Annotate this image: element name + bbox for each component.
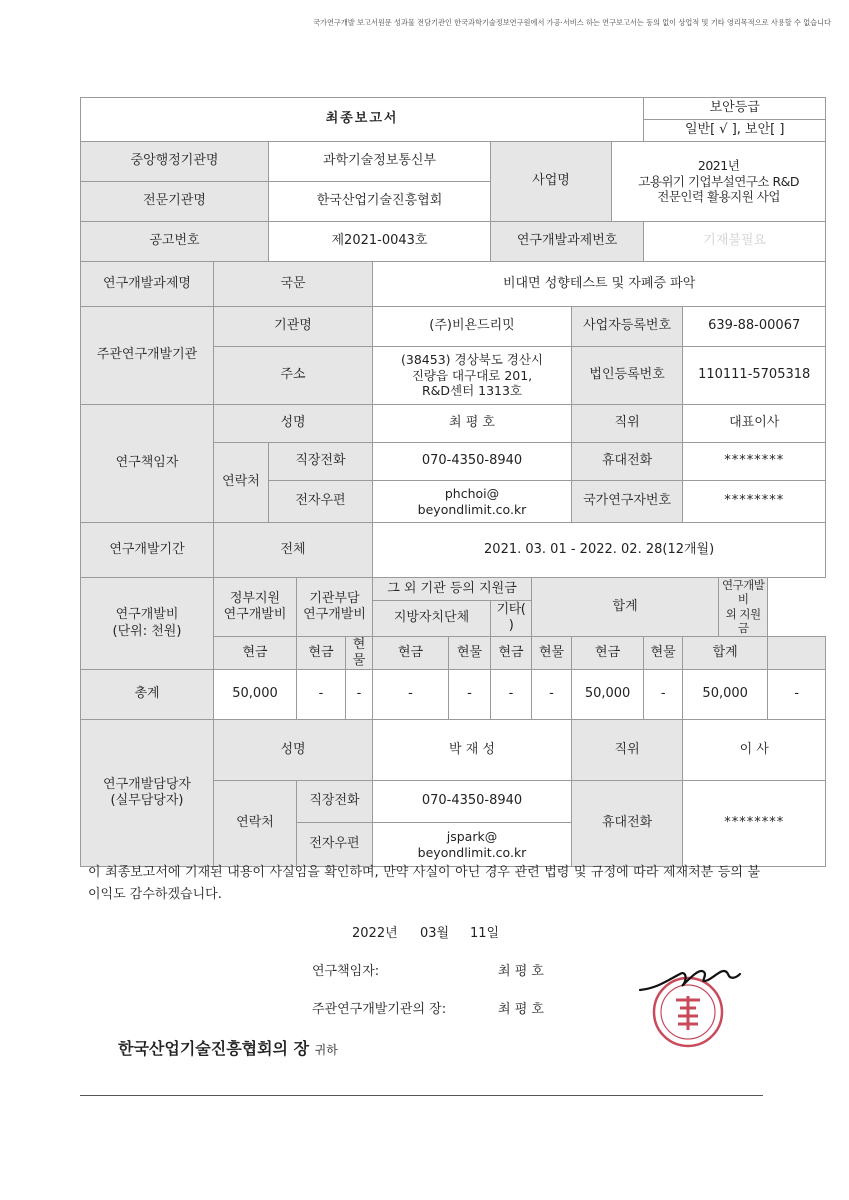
corp-no-value: 110111-5705318 xyxy=(683,347,826,405)
manager-position-value: 이 사 xyxy=(683,720,826,781)
pi-mobile-value: ******** xyxy=(683,443,826,481)
project-line: 전문인력 활용지원 사업 xyxy=(657,189,780,205)
extra-line: 연구개발비 xyxy=(721,578,765,607)
gov-line: 연구개발비 xyxy=(223,606,287,622)
total-extra: - xyxy=(768,670,826,720)
inst-line: 연구개발비 xyxy=(303,606,366,622)
corp-no-label: 법인등록번호 xyxy=(572,347,683,405)
inst-inkind-label: 현물 xyxy=(346,636,373,670)
addr-line: R&D센터 1313호 xyxy=(421,383,523,399)
project-label: 사업명 xyxy=(491,142,612,222)
security-value: 일반[ √ ], 보안[ ] xyxy=(644,120,826,142)
budget-total-label: 총계 xyxy=(81,670,214,720)
pi-mobile-label: 휴대전화 xyxy=(572,443,683,481)
total-etc-cash: - xyxy=(491,670,532,720)
addressee-name: 한국산업기술진흥협회의 장 xyxy=(118,1039,310,1058)
central-agency-value: 과학기술정보통신부 xyxy=(269,142,491,182)
date-year: 2022년 xyxy=(352,926,398,941)
addr-line: (38453) 경상북도 경산시 xyxy=(401,352,543,368)
pi-office-label: 직장전화 xyxy=(269,443,373,481)
project-line: 2021년 xyxy=(697,158,740,174)
inst-burden-label xyxy=(297,578,373,637)
manager-email-label: 전자우편 xyxy=(297,823,373,867)
total-local-cash: - xyxy=(373,670,449,720)
period-value: 2021. 03. 01 - 2022. 02. 28(12개월) xyxy=(373,523,826,578)
total-sum-cash: 50,000 xyxy=(572,670,644,720)
inst-line: 기관부담 xyxy=(309,590,360,606)
inst-cash-label: 현금 xyxy=(297,636,346,670)
date-day: 11일 xyxy=(470,926,500,941)
sum-cash-label: 현금 xyxy=(572,636,644,670)
date-month: 03월 xyxy=(420,926,450,941)
page-title: 최종보고서 xyxy=(81,98,644,142)
manager-name-value: 박 재 성 xyxy=(373,720,572,781)
org-name-label: 기관명 xyxy=(214,307,373,347)
manager-name-label: 성명 xyxy=(214,720,373,781)
manager-email-value xyxy=(373,823,572,867)
gov-line: 정부지원 xyxy=(229,590,281,606)
etc-inkind-label: 현물 xyxy=(532,636,572,670)
pi-sign-label: 연구책임자: xyxy=(312,964,380,979)
total-gov-cash: 50,000 xyxy=(214,670,297,720)
extra-empty-cell xyxy=(768,636,826,670)
other-support-label: 그 외 기관 등의 지원금 xyxy=(373,578,532,601)
biz-no-label: 사업자등록번호 xyxy=(572,307,683,347)
addr-line: 진량읍 대구대로 201, xyxy=(411,367,533,383)
etc-cash-label: 현금 xyxy=(491,636,532,670)
addressee-suffix: 귀하 xyxy=(314,1043,338,1057)
total-sum-subtotal: 50,000 xyxy=(683,670,768,720)
project-line: 고용위기 기업부설연구소 R&D xyxy=(638,173,800,189)
pi-name-label: 성명 xyxy=(214,405,373,443)
gov-support-label xyxy=(214,578,297,637)
total-inst-inkind: - xyxy=(346,670,373,720)
budget-label xyxy=(81,578,214,670)
manager-contact-label: 연락처 xyxy=(214,781,297,867)
declaration-text: 이 최종보고서에 기재된 내용이 사실임을 확인하며, 만약 사실이 아닌 경우 관련 법령 및 규정에 따라 제재처분 등의 불이익도 감수하겠습니다. xyxy=(88,865,760,902)
total-etc-inkind: - xyxy=(532,670,572,720)
seal-stamp xyxy=(654,978,722,1046)
security-label: 보안등급 xyxy=(644,98,826,120)
pi-sign-name: 최 평 호 xyxy=(498,964,544,979)
task-no-value: 기재불필요 xyxy=(644,222,826,262)
researcher-no-value: ******** xyxy=(683,481,826,523)
budget-label-line: (단위: 천원) xyxy=(112,623,182,639)
sum-subtotal-label: 합계 xyxy=(683,636,768,670)
total-sum-inkind: - xyxy=(644,670,683,720)
email-line: beyondlimit.co.kr xyxy=(417,501,527,517)
email-line: phchoi@ xyxy=(444,485,500,501)
biz-no-value: 639-88-00067 xyxy=(683,307,826,347)
task-no-label: 연구개발과제번호 xyxy=(491,222,644,262)
total-local-inkind: - xyxy=(449,670,491,720)
manager-position-label: 직위 xyxy=(572,720,683,781)
head-sign-name: 최 평 호 xyxy=(498,1002,544,1017)
manager-label xyxy=(81,720,214,867)
pi-office-value: 070-4350-8940 xyxy=(373,443,572,481)
task-name-lang-label: 국문 xyxy=(214,262,373,307)
pi-position-value: 대표이사 xyxy=(683,405,826,443)
period-scope-label: 전체 xyxy=(214,523,373,578)
central-agency-label: 중앙행정기관명 xyxy=(81,142,269,182)
sum-inkind-label: 현물 xyxy=(644,636,683,670)
report-form xyxy=(80,97,826,867)
pi-email-label: 전자우편 xyxy=(269,481,373,523)
etc-label: 기타( ) xyxy=(491,601,532,636)
budget-sum-label: 합계 xyxy=(532,578,719,637)
bottom-rule xyxy=(80,1095,763,1096)
signature-and-seal-image xyxy=(628,950,748,1060)
manager-mobile-value: ******** xyxy=(683,781,826,867)
period-label: 연구개발기간 xyxy=(81,523,214,578)
manager-office-value: 070-4350-8940 xyxy=(373,781,572,823)
manager-label-line: (실무담당자) xyxy=(110,793,184,808)
local-inkind-label: 현물 xyxy=(449,636,491,670)
project-value xyxy=(612,142,826,222)
expert-agency-value: 한국산업기술진흥협회 xyxy=(269,182,491,222)
org-label: 주관연구개발기관 xyxy=(81,307,214,405)
org-addr-value xyxy=(373,347,572,405)
pi-name-value: 최 평 호 xyxy=(373,405,572,443)
pi-contact-label: 연락처 xyxy=(214,443,269,523)
extra-line: 외 지원금 xyxy=(725,606,761,636)
manager-label-line: 연구개발담당자 xyxy=(103,776,191,792)
expert-agency-label: 전문기관명 xyxy=(81,182,269,222)
gov-cash-label: 현금 xyxy=(214,636,297,670)
notice-no-value: 제2021-0043호 xyxy=(269,222,491,262)
org-name-value: (주)비욘드리밋 xyxy=(373,307,572,347)
email-line: jspark@ xyxy=(446,828,498,844)
notice-no-label: 공고번호 xyxy=(81,222,269,262)
researcher-no-label: 국가연구자번호 xyxy=(572,481,683,523)
manager-mobile-label: 휴대전화 xyxy=(572,781,683,867)
pi-email-value xyxy=(373,481,572,523)
budget-label-line: 연구개발비 xyxy=(115,607,179,623)
handwritten-signature xyxy=(640,971,740,990)
local-cash-label: 현금 xyxy=(373,636,449,670)
pi-position-label: 직위 xyxy=(572,405,683,443)
addressee xyxy=(118,1036,338,1059)
task-name-value: 비대면 성향테스트 및 자폐증 파악 xyxy=(373,262,826,307)
head-sign-label: 주관연구개발기관의 장: xyxy=(312,1002,447,1017)
extra-support-label xyxy=(719,578,768,637)
email-line: beyondlimit.co.kr xyxy=(417,844,527,860)
total-inst-cash: - xyxy=(297,670,346,720)
task-name-label: 연구개발과제명 xyxy=(81,262,214,307)
copyright-notice: 국가연구개발 보고서원문 성과물 전담기관인 한국과학기술정보연구원에서 가공·서비스 하는 연구보고서는 동의 없이 상업적 및 기타 영리목적으로 사용할 수 없습니다 xyxy=(313,18,831,27)
manager-office-label: 직장전화 xyxy=(297,781,373,823)
pi-label: 연구책임자 xyxy=(81,405,214,523)
local-gov-label: 지방자치단체 xyxy=(373,601,491,636)
org-addr-label: 주소 xyxy=(214,347,373,405)
